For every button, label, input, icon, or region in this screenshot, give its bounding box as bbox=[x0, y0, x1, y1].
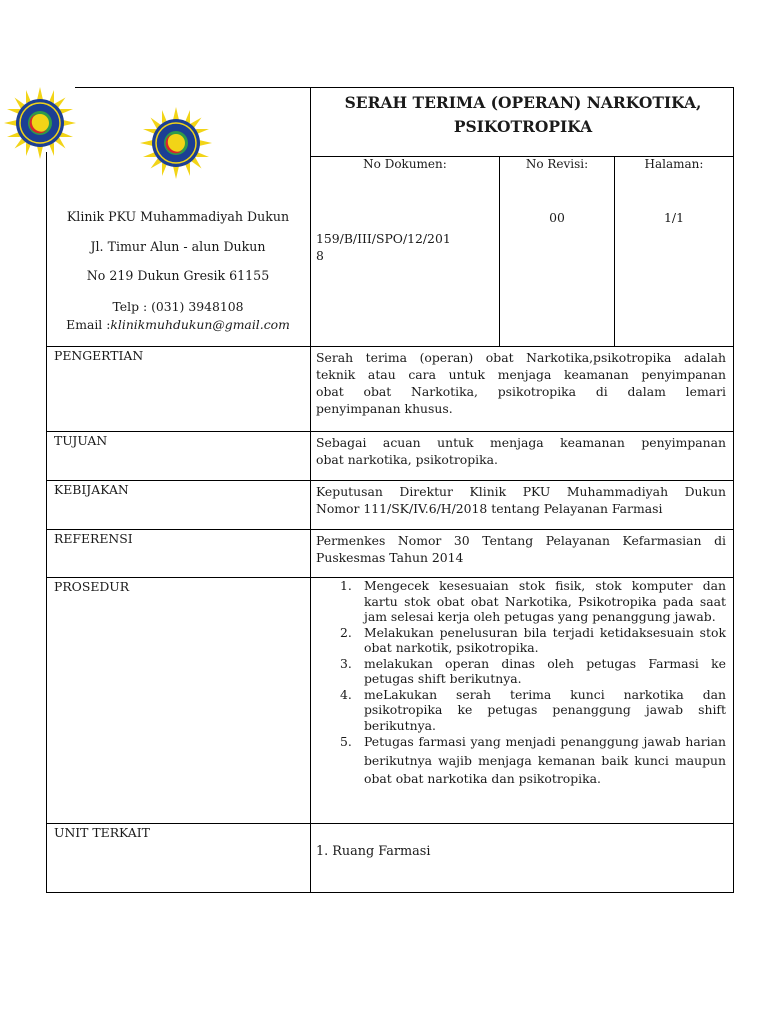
label-kebijakan: KEBIJAKAN bbox=[54, 482, 129, 497]
tujuan-line: Sebagai acuan untuk menjaga keamanan penyimpanan bbox=[316, 435, 726, 450]
kebijakan-line: Nomor 111/SK/IV.6/H/2018 tentang Pelayanan Farmasi bbox=[316, 501, 663, 516]
tujuan-line: obat narkotika, psikotropika. bbox=[316, 452, 498, 467]
label-pengertian: PENGERTIAN bbox=[54, 348, 144, 363]
label-unit-terkait: UNIT TERKAIT bbox=[54, 825, 150, 840]
prosedur-list bbox=[318, 578, 726, 789]
document-title bbox=[314, 91, 732, 139]
col-no-dokumen: No Dokumen: bbox=[363, 157, 447, 171]
label-prosedur: PROSEDUR bbox=[54, 579, 130, 594]
clinic-name: Klinik PKU Muhammadiyah Dukun bbox=[66, 209, 290, 224]
step-text: Melakukan penelusuran bila terjadi ketidaksesuain stok obat narkotik, psikotropika. bbox=[364, 624, 726, 655]
prosedur-step bbox=[318, 578, 726, 625]
clinic-email-label: Email : bbox=[66, 317, 111, 332]
muhammadiyah-logo-left bbox=[3, 86, 77, 160]
step-number: 2. bbox=[340, 624, 352, 640]
doc-number-line-1: 159/B/III/SPO/12/201 bbox=[316, 231, 451, 246]
step-text: melakukan operan dinas oleh petugas Farmasi ke petugas shift berikutnya. bbox=[364, 655, 726, 686]
step-number: 3. bbox=[340, 655, 352, 671]
kebijakan-line: Keputusan Direktur Klinik PKU Muhammadiyah Dukun bbox=[316, 484, 726, 499]
unit-terkait-item: 1. Ruang Farmasi bbox=[316, 844, 431, 859]
step-text: Mengecek kesesuaian stok fisik, stok komputer dan kartu stok obat obat Narkotika, Psikotropika pada saat jam selesai kerja oleh petugas yang penanggung jawab. bbox=[364, 578, 726, 624]
label-tujuan: TUJUAN bbox=[54, 433, 108, 448]
label-referensi: REFERENSI bbox=[54, 531, 133, 546]
step-text: Petugas farmasi yang menjadi penanggung jawab harian berikutnya wajib menjaga kemanan baik kunci maupun obat obat narkotika dan psikotropika. bbox=[364, 734, 726, 786]
prosedur-step bbox=[318, 625, 726, 656]
step-number: 4. bbox=[340, 686, 352, 702]
title-line-1: SERAH TERIMA (OPERAN) NARKOTIKA, bbox=[344, 93, 702, 112]
pengertian-line: obat obat Narkotika, psikotropika di dalam lemari bbox=[316, 384, 726, 399]
pengertian-line: penyimpanan khusus. bbox=[316, 401, 453, 416]
col-no-revisi: No Revisi: bbox=[525, 157, 589, 171]
step-number: 1. bbox=[340, 578, 352, 593]
prosedur-step bbox=[318, 656, 726, 687]
tujuan-text bbox=[316, 434, 726, 468]
clinic-address-2: No 219 Dukun Gresik 61155 bbox=[86, 268, 270, 283]
kebijakan-text bbox=[316, 483, 726, 517]
referensi-line: Permenkes Nomor 30 Tentang Pelayanan Kefarmasian di bbox=[316, 533, 726, 548]
prosedur-step bbox=[318, 687, 726, 734]
clinic-phone: Telp : (031) 3948108 bbox=[112, 299, 244, 314]
pengertian-line: Serah terima (operan) obat Narkotika,psikotropika adalah bbox=[316, 350, 726, 365]
pengertian-text bbox=[316, 349, 726, 417]
clinic-email: klinikmuhdukun@gmail.com bbox=[110, 317, 290, 332]
muhammadiyah-logo-header bbox=[139, 106, 213, 180]
prosedur-step bbox=[318, 733, 726, 789]
title-line-2: PSIKOTROPIKA bbox=[453, 117, 593, 136]
step-number: 5. bbox=[340, 734, 352, 749]
doc-number-line-2: 8 bbox=[316, 248, 324, 263]
step-text: meLakukan serah terima kunci narkotika dan psikotropika ke petugas penanggung jawab shift berikutnya. bbox=[364, 686, 726, 733]
pengertian-line: teknik atau cara untuk menjaga keamanan penyimpanan bbox=[316, 367, 726, 382]
referensi-line: Puskesmas Tahun 2014 bbox=[316, 550, 464, 565]
revision-number: 00 bbox=[549, 210, 565, 225]
col-halaman: Halaman: bbox=[644, 157, 704, 171]
clinic-email-row bbox=[46, 317, 310, 333]
page-number: 1/1 bbox=[664, 210, 684, 225]
referensi-text bbox=[316, 532, 726, 566]
clinic-address-1: Jl. Timur Alun - alun Dukun bbox=[90, 239, 266, 254]
